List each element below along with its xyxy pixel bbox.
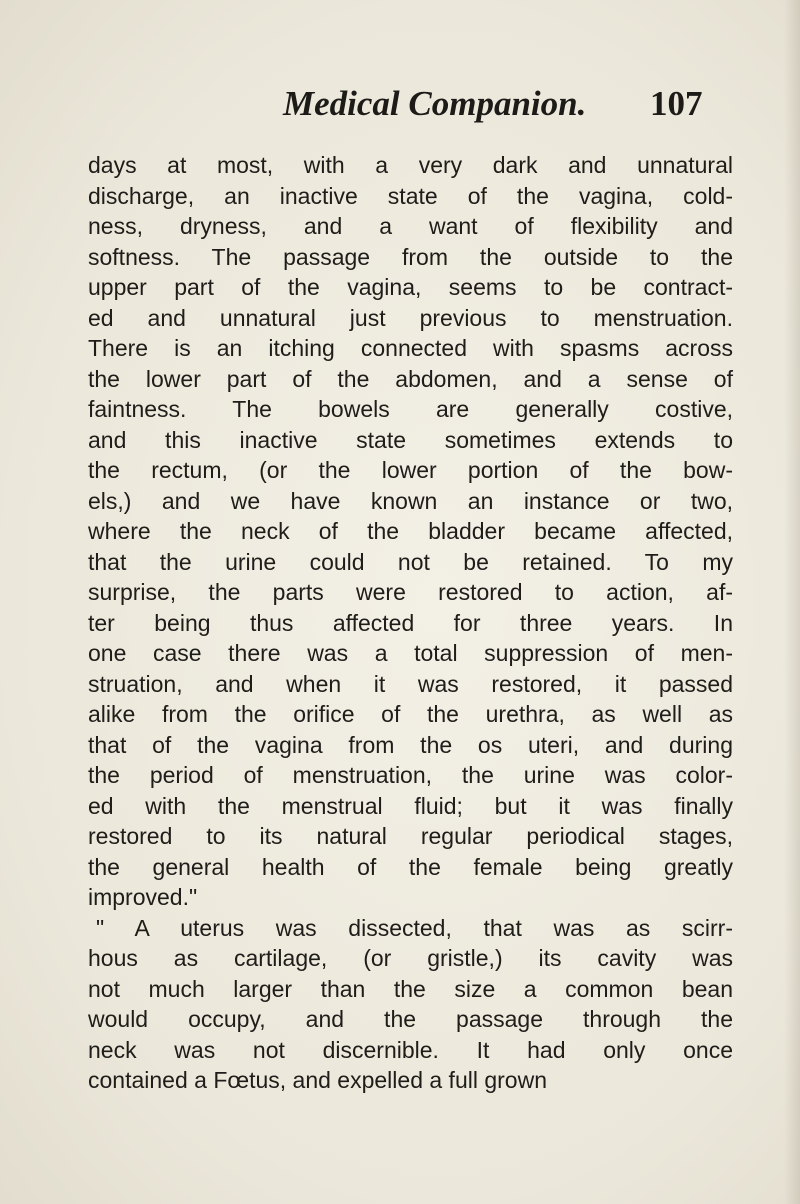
body-text xyxy=(88,150,733,1096)
text-line: not much larger than the size a common bean xyxy=(88,975,733,1002)
text-line: faintness. The bowels are generally costive, xyxy=(88,396,733,422)
text-line: that of the vagina from the os uteri, and during xyxy=(88,731,733,758)
text-line: one case there was a total suppression of men- xyxy=(88,640,733,666)
text-line: softness. The passage from the outside to the xyxy=(88,243,733,270)
page-edge-shadow xyxy=(784,0,800,1204)
text-line: alike from the orifice of the urethra, as well as xyxy=(88,701,733,727)
text-line: where the neck of the bladder became affected, xyxy=(88,518,733,544)
text-line: discharge, an inactive state of the vagina, cold- xyxy=(88,182,733,209)
paragraph-end-line: improved." xyxy=(88,884,198,910)
text-line: that the urine could not be retained. To my xyxy=(88,548,733,575)
text-line: struation, and when it was restored, it passed xyxy=(88,670,733,697)
text-line: the general health of the female being greatly xyxy=(88,853,733,880)
text-line: hous as cartilage, (or gristle,) its cavity was xyxy=(88,945,733,971)
text-line: neck was not discernible. It had only once xyxy=(88,1036,733,1063)
text-line: ness, dryness, and a want of flexibility and xyxy=(88,213,733,239)
text-line: the period of menstruation, the urine was color- xyxy=(88,762,733,788)
paragraph-start-line: " A uterus was dissected, that was as scirr- xyxy=(96,914,733,941)
text-line: the rectum, (or the lower portion of the bow- xyxy=(88,457,733,483)
text-line: restored to its natural regular periodical stages, xyxy=(88,823,733,849)
text-line: surprise, the parts were restored to action, af- xyxy=(88,579,733,605)
text-line: ed with the menstrual fluid; but it was finally xyxy=(88,792,733,819)
text-line: contained a Fœtus, and expelled a full grown xyxy=(88,1067,547,1093)
text-line: There is an itching connected with spasms across xyxy=(88,335,733,361)
page-header xyxy=(0,84,800,134)
text-line: the lower part of the abdomen, and a sense of xyxy=(88,365,733,392)
text-line: upper part of the vagina, seems to be contract- xyxy=(88,274,733,300)
running-title: Medical Companion. xyxy=(283,84,587,123)
text-line: els,) and we have known an instance or two, xyxy=(88,487,733,514)
text-line: and this inactive state sometimes extends to xyxy=(88,426,733,453)
text-line: would occupy, and the passage through the xyxy=(88,1006,733,1032)
page-number: 107 xyxy=(650,84,703,123)
text-line: ed and unnatural just previous to menstruation. xyxy=(88,304,733,331)
text-line: days at most, with a very dark and unnatural xyxy=(88,152,733,178)
text-line: ter being thus affected for three years. In xyxy=(88,609,733,636)
